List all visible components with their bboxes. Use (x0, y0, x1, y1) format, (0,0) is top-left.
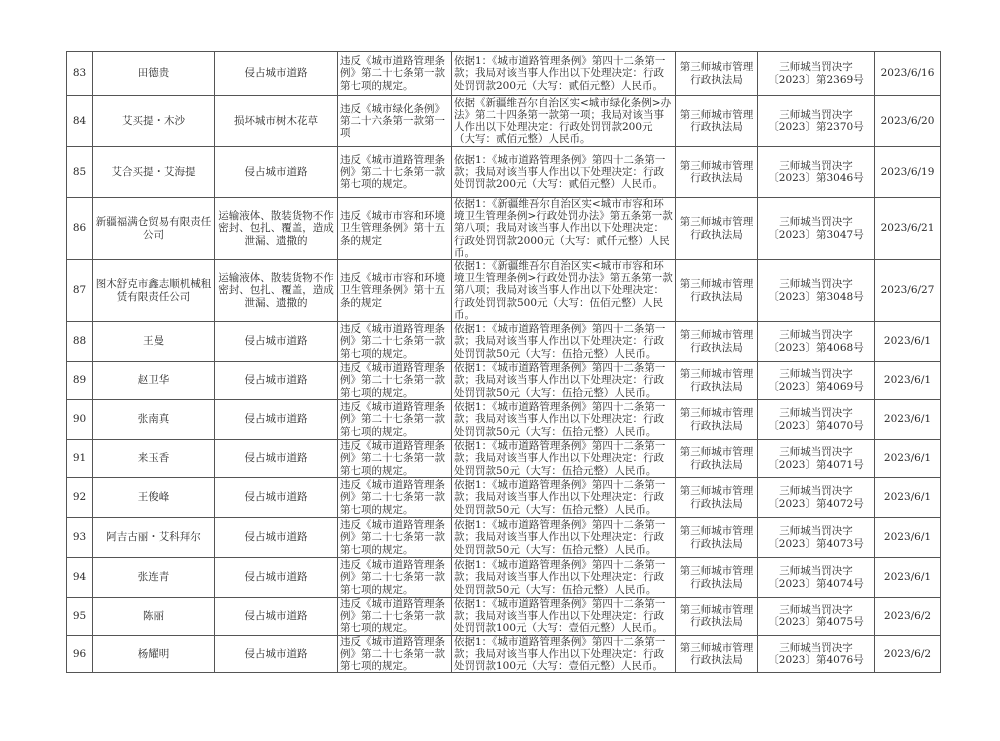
decision-number: 三师城当罚决字〔2023〕第2370号 (758, 96, 875, 147)
table-row (67, 558, 941, 598)
violation-basis: 违反《城市道路管理条例》第二十七条第一款第七项的规定。 (338, 440, 452, 478)
row-number: 83 (67, 52, 93, 96)
decision-date: 2023/6/19 (875, 147, 941, 198)
decision-number: 三师城当罚决字〔2023〕第4070号 (758, 400, 875, 440)
party-name: 新疆福满仓贸易有限责任公司 (93, 198, 215, 260)
case-type: 侵占城市道路 (215, 322, 338, 362)
table-row (67, 635, 941, 673)
violation-basis: 违反《城市道路管理条例》第二十七条第一款第七项的规定。 (338, 362, 452, 400)
decision-number: 三师城当罚决字〔2023〕第4072号 (758, 478, 875, 518)
party-name: 艾买提・木沙 (93, 96, 215, 147)
party-name: 张南真 (93, 400, 215, 440)
decision-date: 2023/6/2 (875, 598, 941, 636)
penalty-decision: 依据1：《城市道路管理条例》第四十二条第一款；我局对该当事人作出以下处理决定：行政处罚罚款50元（大写：伍拾元整）人民币。 (452, 362, 676, 400)
violation-basis: 违反《城市市容和环境卫生管理条例》第十五条的规定 (338, 198, 452, 260)
violation-basis: 违反《城市道路管理条例》第二十七条第一款第七项的规定。 (338, 52, 452, 96)
table-row (67, 362, 941, 400)
enforcement-agency: 第三师城市管理行政执法局 (676, 598, 758, 636)
table-row (67, 96, 941, 147)
party-name: 张连青 (93, 558, 215, 598)
enforcement-agency: 第三师城市管理行政执法局 (676, 147, 758, 198)
enforcement-agency: 第三师城市管理行政执法局 (676, 52, 758, 96)
case-type: 侵占城市道路 (215, 518, 338, 558)
decision-date: 2023/6/1 (875, 400, 941, 440)
decision-date: 2023/6/16 (875, 52, 941, 96)
penalty-decision: 依据1：《城市道路管理条例》第四十二条第一款；我局对该当事人作出以下处理决定：行政处罚罚款200元（大写：贰佰元整）人民币。 (452, 52, 676, 96)
penalty-decision: 依据1：《城市道路管理条例》第四十二条第一款；我局对该当事人作出以下处理决定：行政处罚罚款50元（大写：伍拾元整）人民币。 (452, 478, 676, 518)
party-name: 来玉香 (93, 440, 215, 478)
case-type: 侵占城市道路 (215, 52, 338, 96)
party-name: 陈丽 (93, 598, 215, 636)
decision-date: 2023/6/1 (875, 518, 941, 558)
decision-number: 三师城当罚决字〔2023〕第4076号 (758, 635, 875, 673)
penalty-decision: 依据1：《城市道路管理条例》第四十二条第一款；我局对该当事人作出以下处理决定：行政处罚罚款200元（大写：贰佰元整）人民币。 (452, 147, 676, 198)
penalty-decision: 依据1：《城市道路管理条例》第四十二条第一款；我局对该当事人作出以下处理决定：行政处罚罚款100元（大写：壹佰元整）人民币。 (452, 635, 676, 673)
party-name: 阿吉古丽・艾科拜尔 (93, 518, 215, 558)
decision-date: 2023/6/2 (875, 635, 941, 673)
row-number: 86 (67, 198, 93, 260)
table-row (67, 198, 941, 260)
violation-basis: 违反《城市道路管理条例》第二十七条第一款第七项的规定。 (338, 518, 452, 558)
case-type: 侵占城市道路 (215, 400, 338, 440)
decision-number: 三师城当罚决字〔2023〕第4074号 (758, 558, 875, 598)
decision-date: 2023/6/1 (875, 362, 941, 400)
penalty-decision: 依据1：《城市道路管理条例》第四十二条第一款；我局对该当事人作出以下处理决定：行政处罚罚款50元（大写：伍拾元整）人民币。 (452, 440, 676, 478)
decision-number: 三师城当罚决字〔2023〕第4075号 (758, 598, 875, 636)
violation-basis: 违反《城市道路管理条例》第二十七条第一款第七项的规定。 (338, 478, 452, 518)
violation-basis: 违反《城市道路管理条例》第二十七条第一款第七项的规定。 (338, 598, 452, 636)
row-number: 89 (67, 362, 93, 400)
decision-number: 三师城当罚决字〔2023〕第4073号 (758, 518, 875, 558)
penalty-decision: 依据1：《新疆维吾尔自治区实<城市市容和环境卫生管理条例>行政处罚办法》第五条第一款第八项；我局对该当事人作出以下处理决定：行政处罚罚款500元（大写：伍佰元整）人民币。 (452, 260, 676, 322)
enforcement-agency: 第三师城市管理行政执法局 (676, 558, 758, 598)
party-name: 图木舒克市鑫志顺机械租赁有限责任公司 (93, 260, 215, 322)
violation-basis: 违反《城市道路管理条例》第二十七条第一款第七项的规定。 (338, 635, 452, 673)
penalty-decision: 依据1：《城市道路管理条例》第四十二条第一款；我局对该当事人作出以下处理决定：行政处罚罚款50元（大写：伍拾元整）人民币。 (452, 400, 676, 440)
row-number: 91 (67, 440, 93, 478)
enforcement-agency: 第三师城市管理行政执法局 (676, 400, 758, 440)
table-row (67, 400, 941, 440)
decision-date: 2023/6/27 (875, 260, 941, 322)
row-number: 87 (67, 260, 93, 322)
case-type: 侵占城市道路 (215, 558, 338, 598)
decision-date: 2023/6/20 (875, 96, 941, 147)
party-name: 田德贵 (93, 52, 215, 96)
case-type: 侵占城市道路 (215, 598, 338, 636)
party-name: 王俊峰 (93, 478, 215, 518)
penalty-table-body (67, 52, 941, 673)
row-number: 93 (67, 518, 93, 558)
decision-date: 2023/6/21 (875, 198, 941, 260)
decision-date: 2023/6/1 (875, 478, 941, 518)
decision-number: 三师城当罚决字〔2023〕第2369号 (758, 52, 875, 96)
case-type: 侵占城市道路 (215, 635, 338, 673)
enforcement-agency: 第三师城市管理行政执法局 (676, 260, 758, 322)
enforcement-agency: 第三师城市管理行政执法局 (676, 635, 758, 673)
table-row (67, 322, 941, 362)
table-row (67, 260, 941, 322)
decision-number: 三师城当罚决字〔2023〕第4071号 (758, 440, 875, 478)
enforcement-agency: 第三师城市管理行政执法局 (676, 322, 758, 362)
table-row (67, 440, 941, 478)
row-number: 85 (67, 147, 93, 198)
row-number: 92 (67, 478, 93, 518)
row-number: 96 (67, 635, 93, 673)
decision-date: 2023/6/1 (875, 558, 941, 598)
case-type: 损坏城市树木花草 (215, 96, 338, 147)
penalty-decision: 依据1：《城市道路管理条例》第四十二条第一款；我局对该当事人作出以下处理决定：行政处罚罚款50元（大写：伍拾元整）人民币。 (452, 558, 676, 598)
decision-number: 三师城当罚决字〔2023〕第3046号 (758, 147, 875, 198)
enforcement-agency: 第三师城市管理行政执法局 (676, 198, 758, 260)
party-name: 王曼 (93, 322, 215, 362)
table-row (67, 147, 941, 198)
decision-number: 三师城当罚决字〔2023〕第4069号 (758, 362, 875, 400)
case-type: 侵占城市道路 (215, 362, 338, 400)
violation-basis: 违反《城市市容和环境卫生管理条例》第十五条的规定 (338, 260, 452, 322)
party-name: 艾合买提・艾海提 (93, 147, 215, 198)
row-number: 88 (67, 322, 93, 362)
decision-number: 三师城当罚决字〔2023〕第3048号 (758, 260, 875, 322)
violation-basis: 违反《城市道路管理条例》第二十七条第一款第七项的规定。 (338, 558, 452, 598)
party-name: 杨耀明 (93, 635, 215, 673)
enforcement-agency: 第三师城市管理行政执法局 (676, 478, 758, 518)
decision-date: 2023/6/1 (875, 322, 941, 362)
table-row (67, 598, 941, 636)
enforcement-agency: 第三师城市管理行政执法局 (676, 518, 758, 558)
penalty-decision: 依据1：《城市道路管理条例》第四十二条第一款；我局对该当事人作出以下处理决定：行政处罚罚款100元（大写：壹佰元整）人民币。 (452, 598, 676, 636)
table-row (67, 52, 941, 96)
penalty-decision: 依据《新疆维吾尔自治区实<城市绿化条例>办法》第二十四条第一款第一项；我局对该当事人作出以下处理决定：行政处罚罚款200元（大写：贰佰元整）人民币。 (452, 96, 676, 147)
penalty-decision: 依据1：《城市道路管理条例》第四十二条第一款；我局对该当事人作出以下处理决定：行政处罚罚款50元（大写：伍拾元整）人民币。 (452, 518, 676, 558)
row-number: 84 (67, 96, 93, 147)
penalty-decision: 依据1：《城市道路管理条例》第四十二条第一款；我局对该当事人作出以下处理决定：行政处罚罚款50元（大写：伍拾元整）人民币。 (452, 322, 676, 362)
decision-number: 三师城当罚决字〔2023〕第4068号 (758, 322, 875, 362)
case-type: 运输液体、散装货物不作密封、包扎、覆盖，造成泄漏、遗撒的 (215, 198, 338, 260)
violation-basis: 违反《城市道路管理条例》第二十七条第一款第七项的规定。 (338, 147, 452, 198)
row-number: 90 (67, 400, 93, 440)
row-number: 94 (67, 558, 93, 598)
case-type: 侵占城市道路 (215, 440, 338, 478)
violation-basis: 违反《城市道路管理条例》第二十七条第一款第七项的规定。 (338, 400, 452, 440)
case-type: 运输液体、散装货物不作密封、包扎、覆盖，造成泄漏、遗撒的 (215, 260, 338, 322)
table-row (67, 518, 941, 558)
decision-number: 三师城当罚决字〔2023〕第3047号 (758, 198, 875, 260)
decision-date: 2023/6/1 (875, 440, 941, 478)
violation-basis: 违反《城市道路管理条例》第二十七条第一款第七项的规定。 (338, 322, 452, 362)
row-number: 95 (67, 598, 93, 636)
case-type: 侵占城市道路 (215, 478, 338, 518)
enforcement-agency: 第三师城市管理行政执法局 (676, 96, 758, 147)
enforcement-agency: 第三师城市管理行政执法局 (676, 440, 758, 478)
party-name: 赵卫华 (93, 362, 215, 400)
penalty-decision: 依据1：《新疆维吾尔自治区实<城市市容和环境卫生管理条例>行政处罚办法》第五条第一款第八项；我局对该当事人作出以下处理决定：行政处罚罚款2000元（大写：贰仟元整）人民币。 (452, 198, 676, 260)
enforcement-agency: 第三师城市管理行政执法局 (676, 362, 758, 400)
violation-basis: 违反《城市绿化条例》第二十六条第一款第一项 (338, 96, 452, 147)
case-type: 侵占城市道路 (215, 147, 338, 198)
table-row (67, 478, 941, 518)
penalty-table (66, 51, 941, 673)
